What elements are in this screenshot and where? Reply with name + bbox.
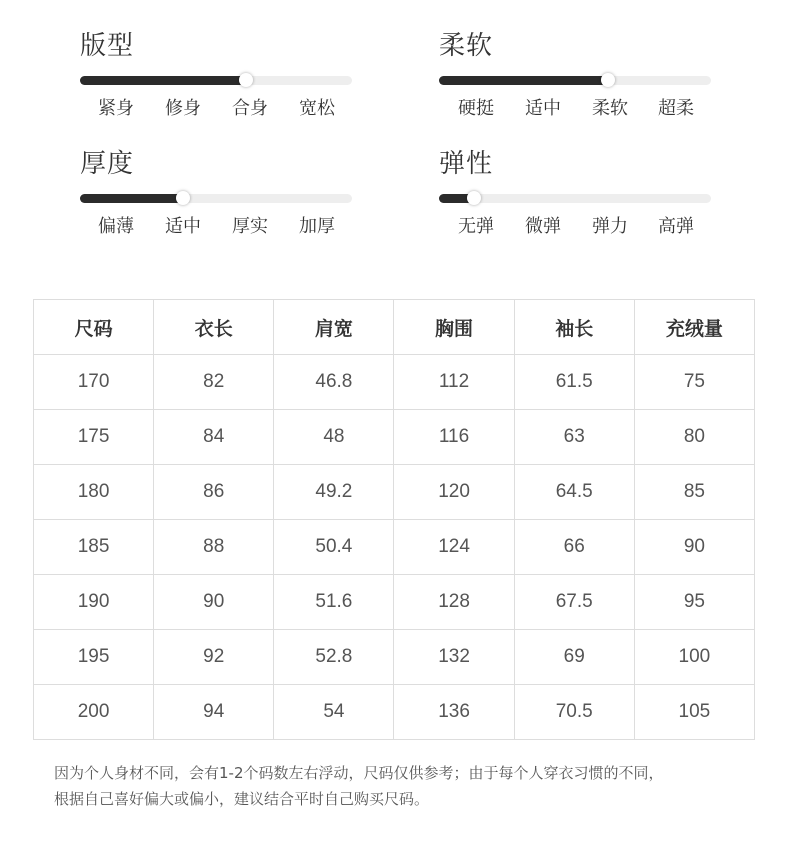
size-table [33,299,755,740]
fit-slider-track [80,76,352,85]
thickness-slider-track [80,194,352,203]
table-row [34,520,755,575]
table-cell: 170 [34,355,154,410]
table-cell: 84 [154,410,274,465]
scale-label: 硬挺 [458,98,494,119]
scale-label: 适中 [525,98,561,119]
table-cell: 94 [154,685,274,740]
table-row [34,575,755,630]
table-cell: 195 [34,630,154,685]
scale-label: 适中 [165,216,201,237]
table-row [34,685,755,740]
table-cell: 82 [154,355,274,410]
scale-label: 超柔 [658,98,694,119]
table-cell: 132 [394,630,514,685]
table-cell: 92 [154,630,274,685]
table-cell: 90 [634,520,754,575]
table-row [34,630,755,685]
table-cell: 190 [34,575,154,630]
table-cell: 85 [634,465,754,520]
attr-softness [439,30,714,119]
scale-label: 微弹 [525,216,561,237]
scale-label: 厚实 [232,216,268,237]
scale-label: 弹力 [592,216,628,237]
table-cell: 70.5 [514,685,634,740]
scale-label: 紧身 [98,98,134,119]
table-cell: 88 [154,520,274,575]
table-cell: 75 [634,355,754,410]
attr-thickness [80,148,355,237]
table-cell: 61.5 [514,355,634,410]
scale-label: 偏薄 [98,216,134,237]
column-header-chest: 胸围 [394,300,514,355]
thickness-scale-labels [80,212,352,236]
scale-label: 合身 [232,98,268,119]
table-row [34,355,755,410]
thickness-slider-knob [176,191,190,205]
table-cell: 86 [154,465,274,520]
table-cell: 63 [514,410,634,465]
table-row [34,410,755,465]
elasticity-scale-labels [439,212,711,236]
elasticity-slider-knob [467,191,481,205]
table-cell: 67.5 [514,575,634,630]
column-header-down-fill: 充绒量 [634,300,754,355]
size-disclaimer-note [54,760,774,812]
note-line-1: 因为个人身材不同，会有1-2个码数左右浮动，尺码仅供参考；由于每个人穿衣习惯的不同， [54,764,664,782]
attr-title: 弹性 [439,149,494,179]
fit-scale-labels [80,94,352,118]
table-cell: 64.5 [514,465,634,520]
table-cell: 80 [634,410,754,465]
table-row [34,465,755,520]
table-header-row [34,300,755,355]
note-line-2: 根据自己喜好偏大或偏小，建议结合平时自己购买尺码。 [54,790,430,808]
table-cell: 100 [634,630,754,685]
table-cell: 51.6 [274,575,394,630]
table-cell: 120 [394,465,514,520]
table-cell: 90 [154,575,274,630]
table-cell: 185 [34,520,154,575]
table-cell: 69 [514,630,634,685]
thickness-slider-fill [80,194,183,203]
column-header-size: 尺码 [34,300,154,355]
table-cell: 112 [394,355,514,410]
table-cell: 136 [394,685,514,740]
table-cell: 52.8 [274,630,394,685]
table-cell: 116 [394,410,514,465]
column-header-shoulder: 肩宽 [274,300,394,355]
table-cell: 50.4 [274,520,394,575]
softness-slider-track [439,76,711,85]
scale-label: 加厚 [299,216,335,237]
table-cell: 175 [34,410,154,465]
scale-label: 高弹 [658,216,694,237]
scale-label: 宽松 [299,98,335,119]
table-cell: 95 [634,575,754,630]
table-cell: 49.2 [274,465,394,520]
attr-title: 厚度 [80,149,135,179]
column-header-sleeve: 袖长 [514,300,634,355]
scale-label: 无弹 [458,216,494,237]
fit-slider-fill [80,76,246,85]
table-cell: 180 [34,465,154,520]
table-cell: 128 [394,575,514,630]
attr-title: 版型 [80,31,135,61]
softness-scale-labels [439,94,711,118]
softness-slider-fill [439,76,608,85]
column-header-length: 衣长 [154,300,274,355]
table-cell: 105 [634,685,754,740]
attr-elasticity [439,148,714,237]
attr-fit [80,30,355,119]
softness-slider-knob [601,73,615,87]
table-cell: 54 [274,685,394,740]
table-cell: 48 [274,410,394,465]
attr-title: 柔软 [439,31,494,61]
table-cell: 200 [34,685,154,740]
elasticity-slider-track [439,194,711,203]
table-cell: 46.8 [274,355,394,410]
fit-slider-knob [239,73,253,87]
scale-label: 修身 [165,98,201,119]
table-cell: 66 [514,520,634,575]
table-cell: 124 [394,520,514,575]
scale-label: 柔软 [592,98,628,119]
